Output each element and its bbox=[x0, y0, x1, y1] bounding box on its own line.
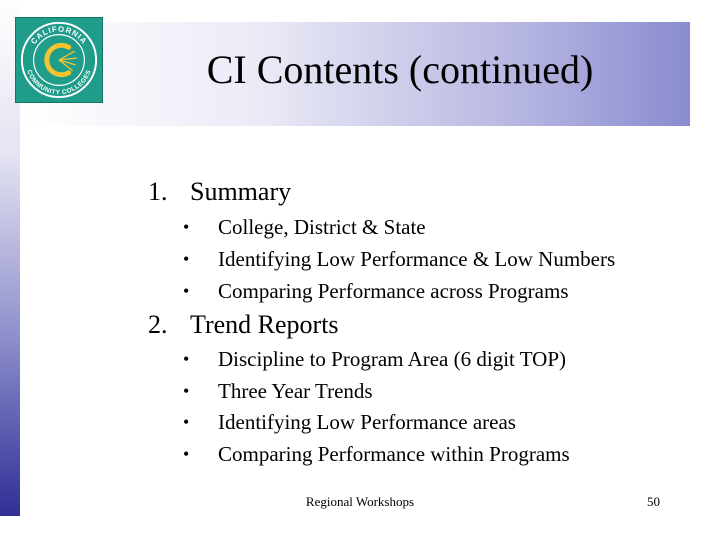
bullet-icon: • bbox=[183, 281, 190, 301]
bullet-text: College, District & State bbox=[218, 215, 426, 239]
section-number: 2. bbox=[148, 310, 168, 339]
bullet-text: Comparing Performance within Programs bbox=[218, 442, 570, 466]
bullet-text: Identifying Low Performance & Low Numbers bbox=[218, 247, 616, 271]
bullet-text: Identifying Low Performance areas bbox=[218, 410, 516, 434]
slide-title: CI Contents (continued) bbox=[206, 47, 594, 92]
seal-icon bbox=[16, 18, 102, 102]
bullet-icon: • bbox=[183, 381, 190, 401]
bullet-icon: • bbox=[183, 217, 190, 237]
bullet-text: Discipline to Program Area (6 digit TOP) bbox=[218, 347, 567, 371]
section-title: Summary bbox=[190, 177, 292, 206]
bullet-text: Three Year Trends bbox=[218, 379, 373, 403]
bullet-icon: • bbox=[183, 444, 190, 464]
svg-text:COMMUNITY COLLEGES: COMMUNITY COLLEGES bbox=[25, 68, 93, 97]
bullet-text: Comparing Performance across Programs bbox=[218, 279, 569, 303]
svg-text:CALIFORNIA: CALIFORNIA bbox=[28, 24, 90, 47]
college-logo bbox=[15, 17, 103, 103]
section-number: 1. bbox=[148, 177, 168, 206]
bullet-icon: • bbox=[183, 349, 190, 369]
footer-text: Regional Workshops bbox=[305, 494, 415, 509]
bullet-icon: • bbox=[183, 412, 190, 432]
bullet-icon: • bbox=[183, 249, 190, 269]
page-number: 50 bbox=[647, 494, 660, 509]
section-title: Trend Reports bbox=[190, 310, 339, 339]
